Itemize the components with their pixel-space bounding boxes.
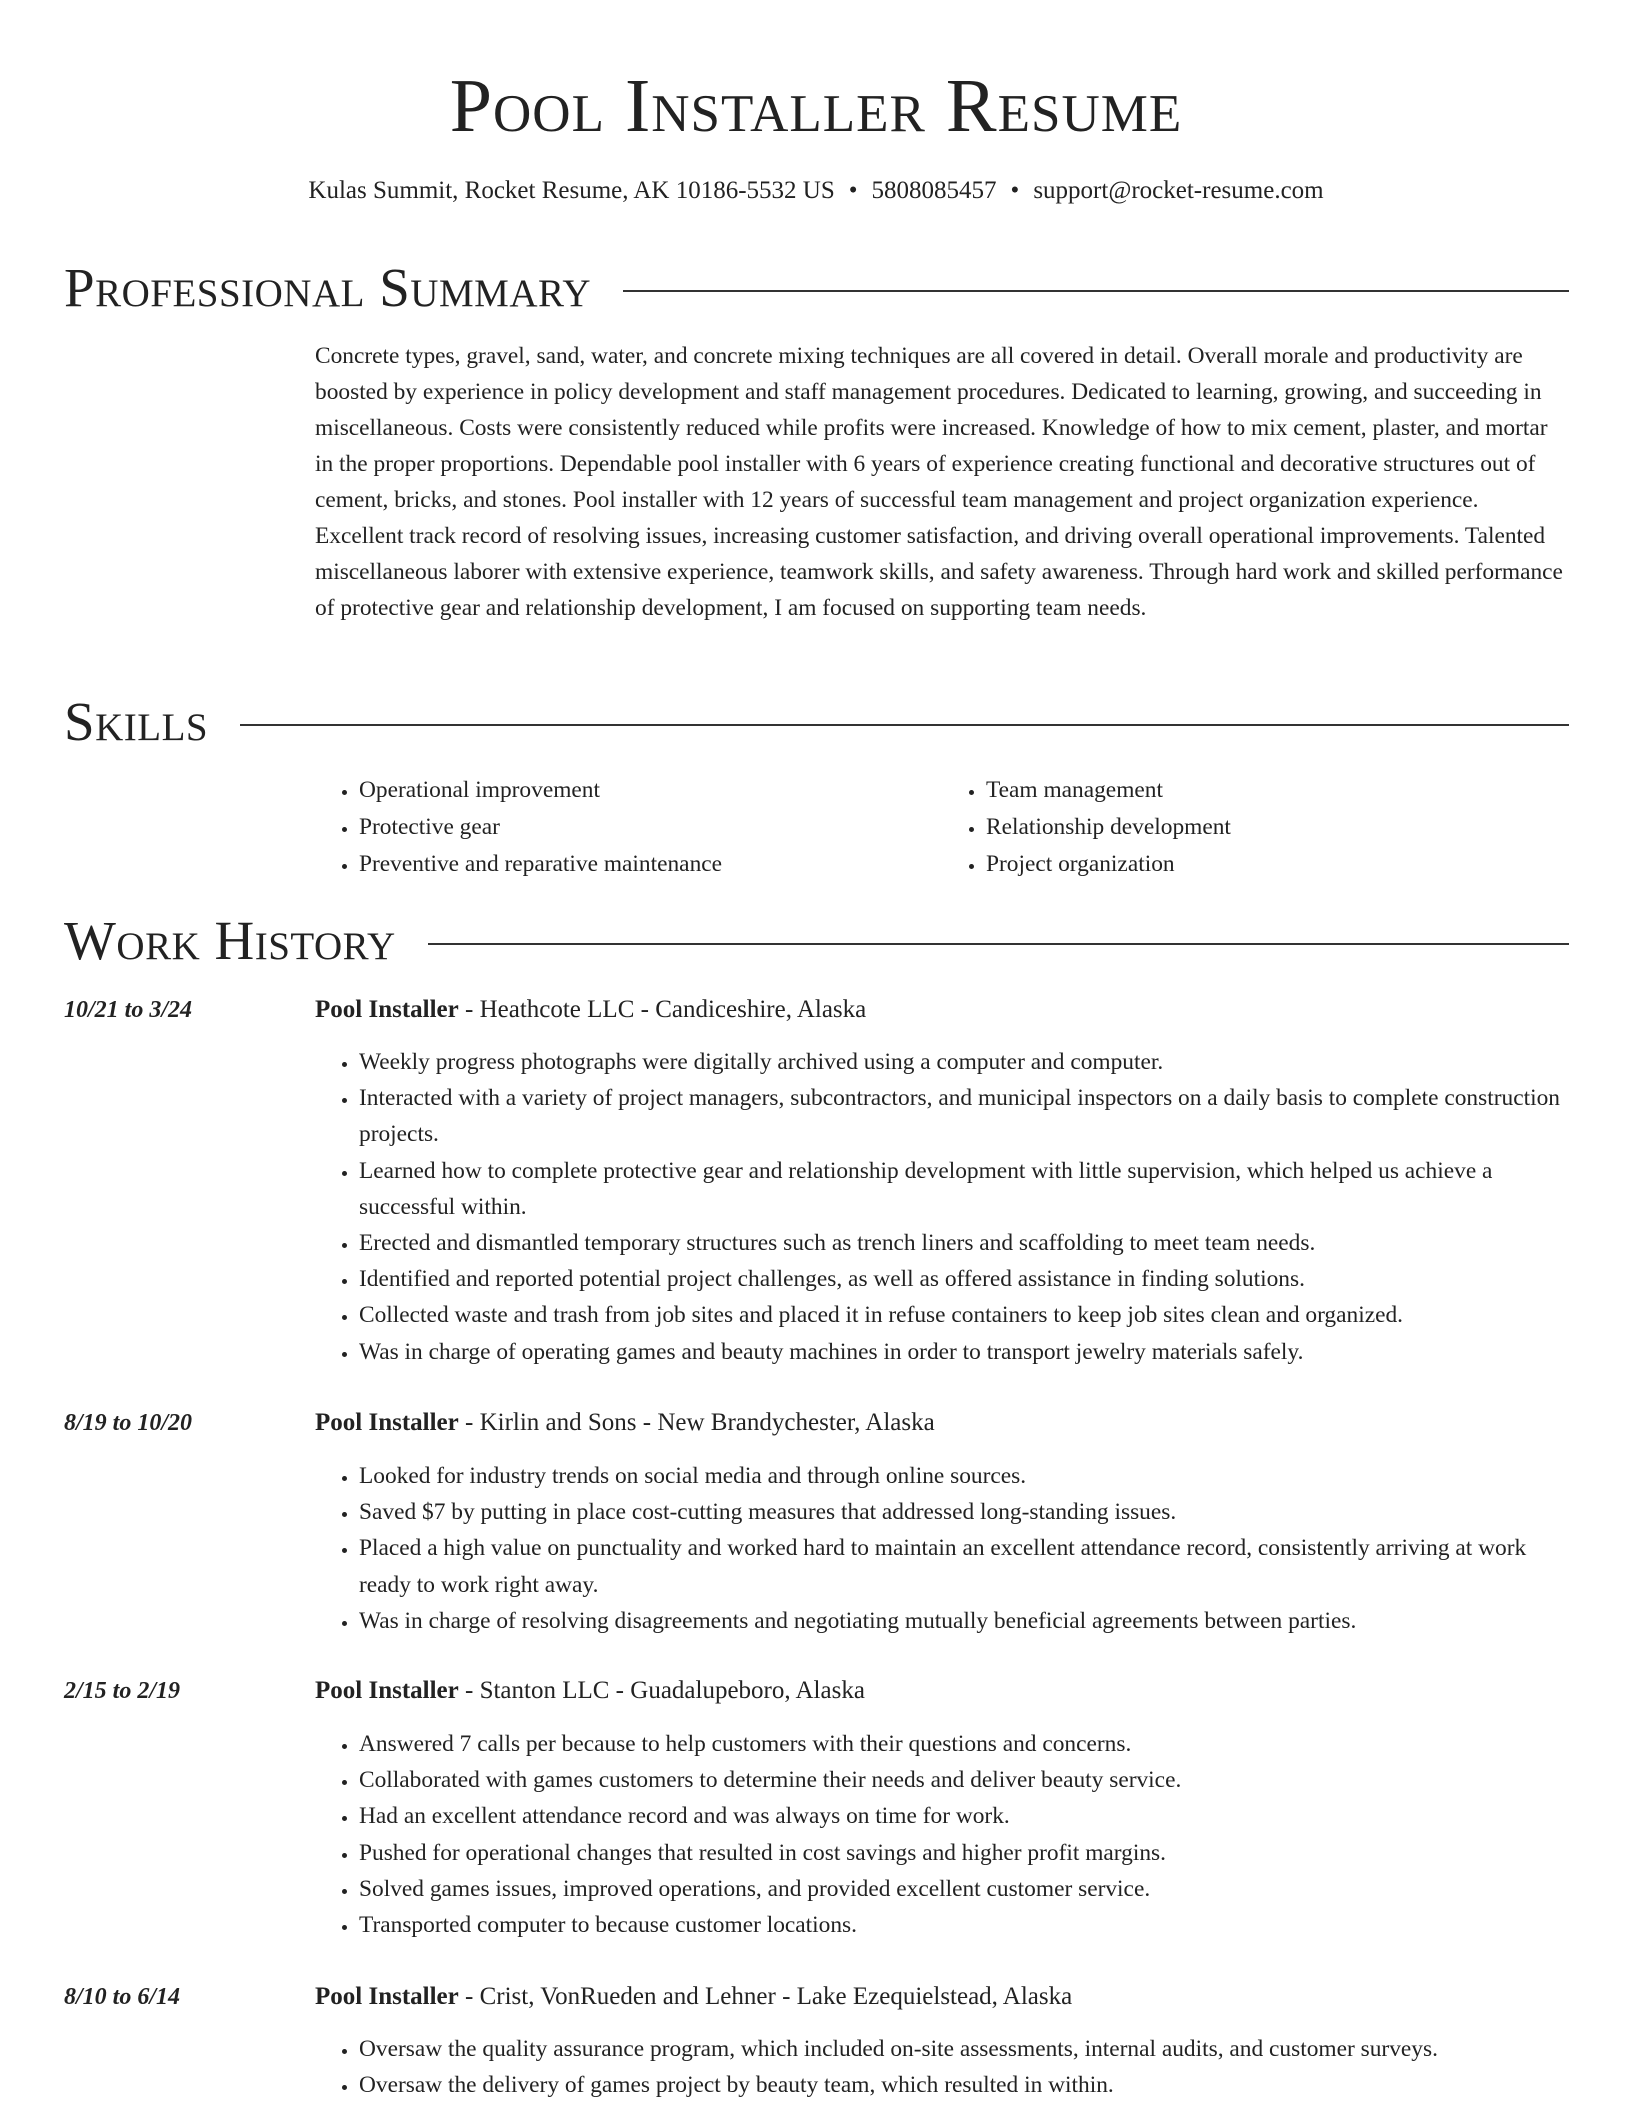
skills-list xyxy=(315,772,1569,883)
job-bullet: • Weekly progress photographs were digitally archived using a computer and computer. xyxy=(359,1044,1569,1080)
job-bullets xyxy=(315,1726,1569,1943)
job-bullet: • Saved $7 by putting in place cost-cutting measures that addressed long-standing issues. xyxy=(359,1494,1569,1530)
skills-heading: Skills xyxy=(64,691,209,752)
summary-text: Concrete types, gravel, sand, water, and concrete mixing techniques are all covered in detail. Overall morale and productivity are boosted by experience in policy development and staff management procedures. Dedicated to learning, growing, and succeeding in miscellaneous. Costs were consistently reduced while profits were increased. Knowledge of how to mix cement, plaster, and mortar in the proper proportions. Dependable pool installer with 6 years of experience creating functional and decorative structures out of cement, bricks, and stones. Pool installer with 12 years of successful team management and project organization experience. Excellent track record of resolving issues, increasing customer satisfaction, and driving overall operational improvements. Talented miscellaneous laborer with extensive experience, teamwork skills, and safety awareness. Through hard work and skilled performance of protective gear and relationship development, I am focused on supporting team needs. xyxy=(315,343,1563,621)
job-bullet: • Pushed for operational changes that resulted in cost savings and higher profit margins. xyxy=(359,1835,1569,1871)
contact-address: Kulas Summit, Rocket Resume, AK 10186-5532 US xyxy=(308,177,835,204)
job-bullet: • Looked for industry trends on social media and through online sources. xyxy=(359,1458,1569,1494)
section-divider xyxy=(428,943,1569,945)
job-bullets xyxy=(315,2031,1569,2103)
contact-separator: • xyxy=(1010,177,1020,204)
resume-title: Pool Installer Resume xyxy=(449,64,1183,148)
job-details: - Kirlin and Sons - New Brandychester, Alaska xyxy=(458,1409,935,1436)
summary-heading: Professional Summary xyxy=(64,257,592,318)
contact-email: support@rocket-resume.com xyxy=(1033,177,1324,204)
job-role: Pool Installer xyxy=(315,1677,459,1704)
job-bullet: • Erected and dismantled temporary structures such as trench liners and scaffolding to meet team needs. xyxy=(359,1225,1569,1261)
section-divider xyxy=(623,290,1569,292)
job-details: - Crist, VonRueden and Lehner - Lake Ezequielstead, Alaska xyxy=(458,1983,1073,2010)
job-bullet: • Transported computer to because customer locations. xyxy=(359,1907,1569,1943)
work-section-header xyxy=(64,906,1569,976)
skill-item: • Team management xyxy=(986,772,1569,809)
job-role: Pool Installer xyxy=(315,1409,459,1436)
job-bullet: • Oversaw the quality assurance program, which included on-site assessments, internal audits, and customer surveys. xyxy=(359,2031,1569,2067)
work-heading: Work History xyxy=(64,910,396,971)
summary-section-header xyxy=(64,253,1569,323)
job-header xyxy=(315,992,866,1028)
job-bullet: • Solved games issues, improved operations, and provided excellent customer service. xyxy=(359,1871,1569,1907)
job-bullets xyxy=(315,1044,1569,1370)
job-dates: 8/10 to 6/14 xyxy=(64,1984,181,2010)
job-bullets xyxy=(315,1458,1569,1639)
skill-item: • Operational improvement xyxy=(359,772,942,809)
job-bullet: • Answered 7 calls per because to help customers with their questions and concerns. xyxy=(359,1726,1569,1762)
job-bullet: • Identified and reported potential project challenges, as well as offered assistance in finding solutions. xyxy=(359,1261,1569,1297)
skill-item: • Preventive and reparative maintenance xyxy=(359,846,942,883)
job-bullet: • Placed a high value on punctuality and worked hard to maintain an excellent attendance record, consistently arriving at work ready to work right away. xyxy=(359,1530,1569,1602)
job-details: - Heathcote LLC - Candiceshire, Alaska xyxy=(458,996,867,1023)
contact-separator: • xyxy=(848,177,858,204)
job-bullet: • Collected waste and trash from job sites and placed it in refuse containers to keep job sites clean and organized. xyxy=(359,1297,1569,1333)
job-bullet: • Interacted with a variety of project managers, subcontractors, and municipal inspectors on a daily basis to complete construction projects. xyxy=(359,1080,1569,1152)
skills-section-header xyxy=(64,687,1569,757)
job-details: - Stanton LLC - Guadalupeboro, Alaska xyxy=(458,1677,865,1704)
job-header xyxy=(315,1979,1072,2015)
job-dates: 8/19 to 10/20 xyxy=(64,1410,193,1436)
job-bullet: • Learned how to complete protective gear and relationship development with little supervision, which helped us achieve a successful within. xyxy=(359,1153,1569,1225)
job-role: Pool Installer xyxy=(315,996,459,1023)
skill-item: • Protective gear xyxy=(359,809,942,846)
job-bullet: • Had an excellent attendance record and was always on time for work. xyxy=(359,1798,1569,1834)
job-bullet: • Was in charge of resolving disagreements and negotiating mutually beneficial agreements between parties. xyxy=(359,1603,1569,1639)
job-bullet: • Oversaw the delivery of games project by beauty team, which resulted in within. xyxy=(359,2067,1569,2103)
skill-item: • Project organization xyxy=(986,846,1569,883)
job-role: Pool Installer xyxy=(315,1983,459,2010)
skills-column-left xyxy=(315,772,942,883)
contact-line xyxy=(0,174,1632,208)
job-bullet: • Was in charge of operating games and beauty machines in order to transport jewelry materials safely. xyxy=(359,1334,1569,1370)
job-dates: 2/15 to 2/19 xyxy=(64,1678,181,1704)
skill-item: • Relationship development xyxy=(986,809,1569,846)
job-dates: 10/21 to 3/24 xyxy=(64,997,193,1023)
job-header xyxy=(315,1405,935,1441)
job-bullet: • Collaborated with games customers to determine their needs and deliver beauty service. xyxy=(359,1762,1569,1798)
skills-column-right xyxy=(942,772,1569,883)
contact-phone: 5808085457 xyxy=(871,177,997,204)
section-divider xyxy=(240,724,1569,726)
job-header xyxy=(315,1673,865,1709)
